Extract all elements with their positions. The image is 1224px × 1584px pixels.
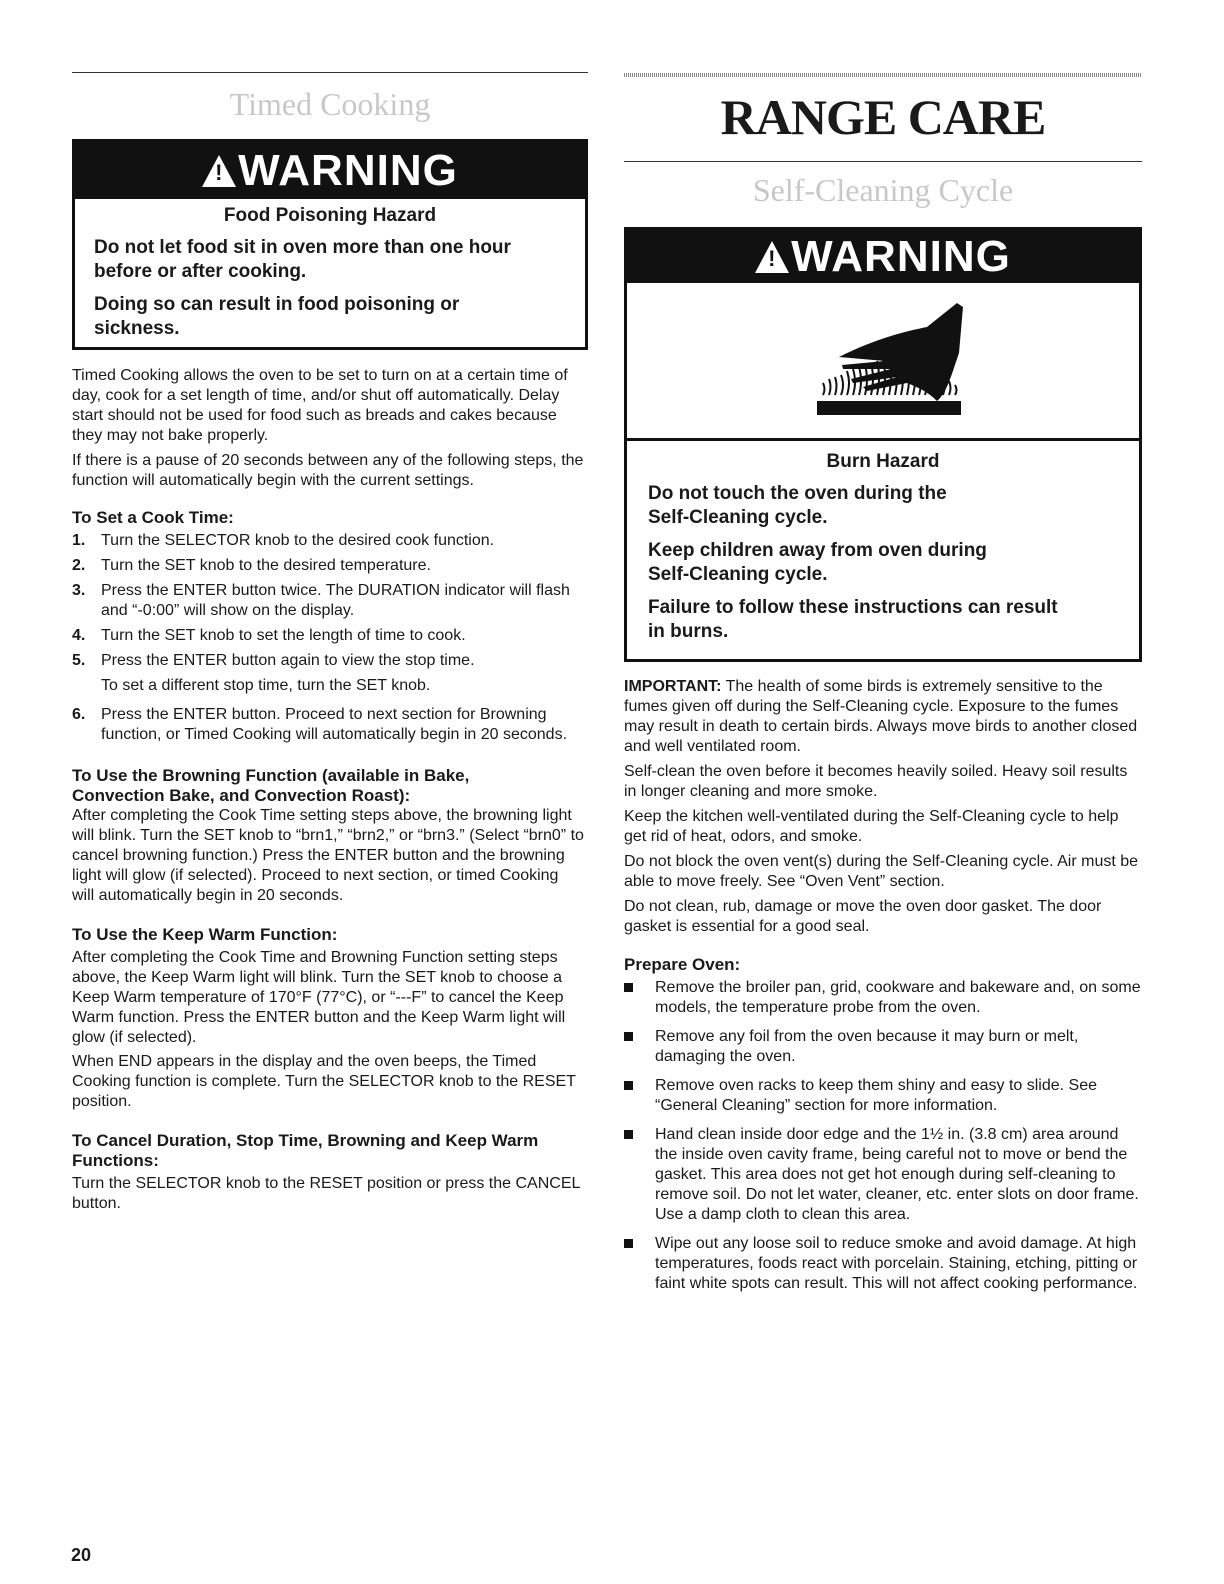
hazard-title: Burn Hazard [826, 451, 940, 472]
timed-cooking-body [72, 366, 584, 1214]
hand-over-heat-icon [627, 283, 1139, 438]
warning-banner [627, 230, 1139, 283]
step-note: To set a different stop time, turn the SET knob. [101, 677, 431, 694]
step-item: 6. Press the ENTER button. Proceed to next section for Browning function, or Timed Cooking will automatically begin in 20 seconds. [72, 706, 568, 743]
keep-warm-text: After completing the Cook Time and Browning Function setting steps above, the Keep Warm light will blink. Turn the SET knob to choose a Keep Warm temperature of 170°F (77°C), or “---F” to cancel the Keep Warm function. Press the ENTER button and the Keep Warm light will glow (if selected). [72, 949, 566, 1046]
care-paragraph: Self-clean the oven before it becomes heavily soiled. Heavy soil results in longer cleaning and more smoke. [624, 763, 1128, 800]
step-item: 2. Turn the SET knob to the desired temperature. [72, 557, 431, 574]
care-paragraph: Keep the kitchen well-ventilated during the Self-Cleaning cycle to help get rid of heat, odors, and smoke. [624, 808, 1119, 845]
hazard-title: Food Poisoning Hazard [223, 205, 437, 226]
cook-time-steps [72, 531, 584, 745]
intro-paragraph: If there is a pause of 20 seconds between any of the following steps, the function will automatically begin with the current settings. [72, 452, 584, 489]
list-item: Wipe out any loose soil to reduce smoke and avoid damage. At high temperatures, foods react with porcelain. Staining, etching, pitting or faint white spots can result. This will not affect cooking performance. [624, 1234, 1142, 1294]
list-item: Remove any foil from the oven because it may burn or melt, damaging the oven. [624, 1027, 1142, 1067]
bullet-icon [624, 983, 633, 992]
page-title: RANGE CARE [720, 89, 1046, 145]
bullet-icon [624, 1239, 633, 1248]
warning-triangle-icon [202, 155, 236, 187]
care-paragraph: Do not clean, rub, damage or move the oven door gasket. The door gasket is essential for a good seal. [624, 898, 1102, 935]
browning-text: After completing the Cook Time setting steps above, the browning light will blink. Turn the SET knob to “brn1,” “brn2,” or “brn3.” (Select “brn0” to cancel browning function.) Press the ENTER button and the browning light will glow (if selected). Proceed to next section, or timed Cooking will automatically begin in 20 seconds. [72, 807, 584, 904]
care-paragraph: Do not block the oven vent(s) during the Self-Cleaning cycle. Air must be able to move freely. See “Oven Vent” section. [624, 853, 1139, 890]
heading-keep-warm: To Use the Keep Warm Function: [72, 925, 338, 944]
page-number: 20 [71, 1545, 92, 1565]
list-item: Hand clean inside door edge and the 1½ in. (3.8 cm) area around the inside oven cavity frame, being careful not to move or bend the gasket. This area does not get hot enough during self-cleaning to remove soil. Do not let water, cleaner, etc. enter slots on door frame. Use a damp cloth to clean this area. [624, 1125, 1142, 1225]
important-label: IMPORTANT: [624, 678, 722, 695]
right-title-rule [624, 161, 1142, 162]
bullet-icon [624, 1130, 633, 1139]
warning-box-food-poisoning [72, 139, 588, 350]
warning-label: WARNING [238, 146, 458, 195]
warning-box-burn-hazard [624, 227, 1142, 662]
step-item: 3. Press the ENTER button twice. The DURATION indicator will flash and “-0:00” will show on the display. [72, 582, 570, 619]
heading-browning: To Use the Browning Function (available in Bake, Convection Bake, and Convection Roast): [72, 766, 470, 805]
warning-triangle-icon [755, 241, 789, 273]
step-item: 1. Turn the SELECTOR knob to the desired cook function. [72, 532, 495, 549]
bullet-icon [624, 1081, 633, 1090]
keep-warm-text: When END appears in the display and the oven beeps, the Timed Cooking function is complete. Turn the SELECTOR knob to the RESET position. [72, 1053, 576, 1110]
heading-cancel: To Cancel Duration, Stop Time, Browning and Keep Warm Functions: [72, 1131, 539, 1170]
list-item: Remove the broiler pan, grid, cookware and bakeware and, on some models, the temperature probe from the oven. [624, 978, 1142, 1018]
important-paragraph: IMPORTANT: The health of some birds is extremely sensitive to the fumes given off during the Self-Cleaning cycle. Exposure to the fumes may result in death to certain birds. Always move birds to another closed and well ventilated room. [624, 678, 1138, 755]
list-item: Remove oven racks to keep them shiny and easy to slide. See “General Cleaning” section for more information. [624, 1076, 1142, 1116]
cancel-text: Turn the SELECTOR knob to the RESET position or press the CANCEL button. [72, 1175, 580, 1212]
left-top-rule [72, 72, 588, 73]
heading-set-cook-time: To Set a Cook Time: [72, 508, 234, 527]
hazard-line: Do not let food sit in oven more than one hour before or after cooking. [94, 237, 511, 282]
self-cleaning-body [624, 677, 1142, 1294]
section-title-timed-cooking: Timed Cooking [229, 86, 431, 122]
intro-paragraph: Timed Cooking allows the oven to be set to turn on at a certain time of day, cook for a set length of time, and/or shut off automatically. Delay start should not be used for food such as breads and cakes because they may not bake properly. [72, 367, 568, 444]
prepare-oven-list [624, 978, 1142, 1294]
right-top-dotted-rule [624, 73, 1142, 77]
burn-hazard-illustration [627, 283, 1139, 441]
hazard-line: Doing so can result in food poisoning or sickness. [94, 294, 460, 339]
warning-label: WARNING [791, 232, 1011, 281]
heading-prepare-oven: Prepare Oven: [624, 955, 741, 974]
hazard-line: Do not touch the oven during the Self-Cleaning cycle. [648, 483, 947, 528]
hazard-line: Keep children away from oven during Self-Cleaning cycle. [648, 540, 987, 585]
step-item: 4. Turn the SET knob to set the length of time to cook. [72, 627, 466, 644]
hazard-line: Failure to follow these instructions can result in burns. [648, 597, 1058, 642]
bullet-icon [624, 1032, 633, 1041]
warning-banner [75, 142, 585, 199]
section-title-self-cleaning: Self-Cleaning Cycle [752, 172, 1014, 208]
step-item: 5. Press the ENTER button again to view the stop time. [72, 652, 475, 669]
